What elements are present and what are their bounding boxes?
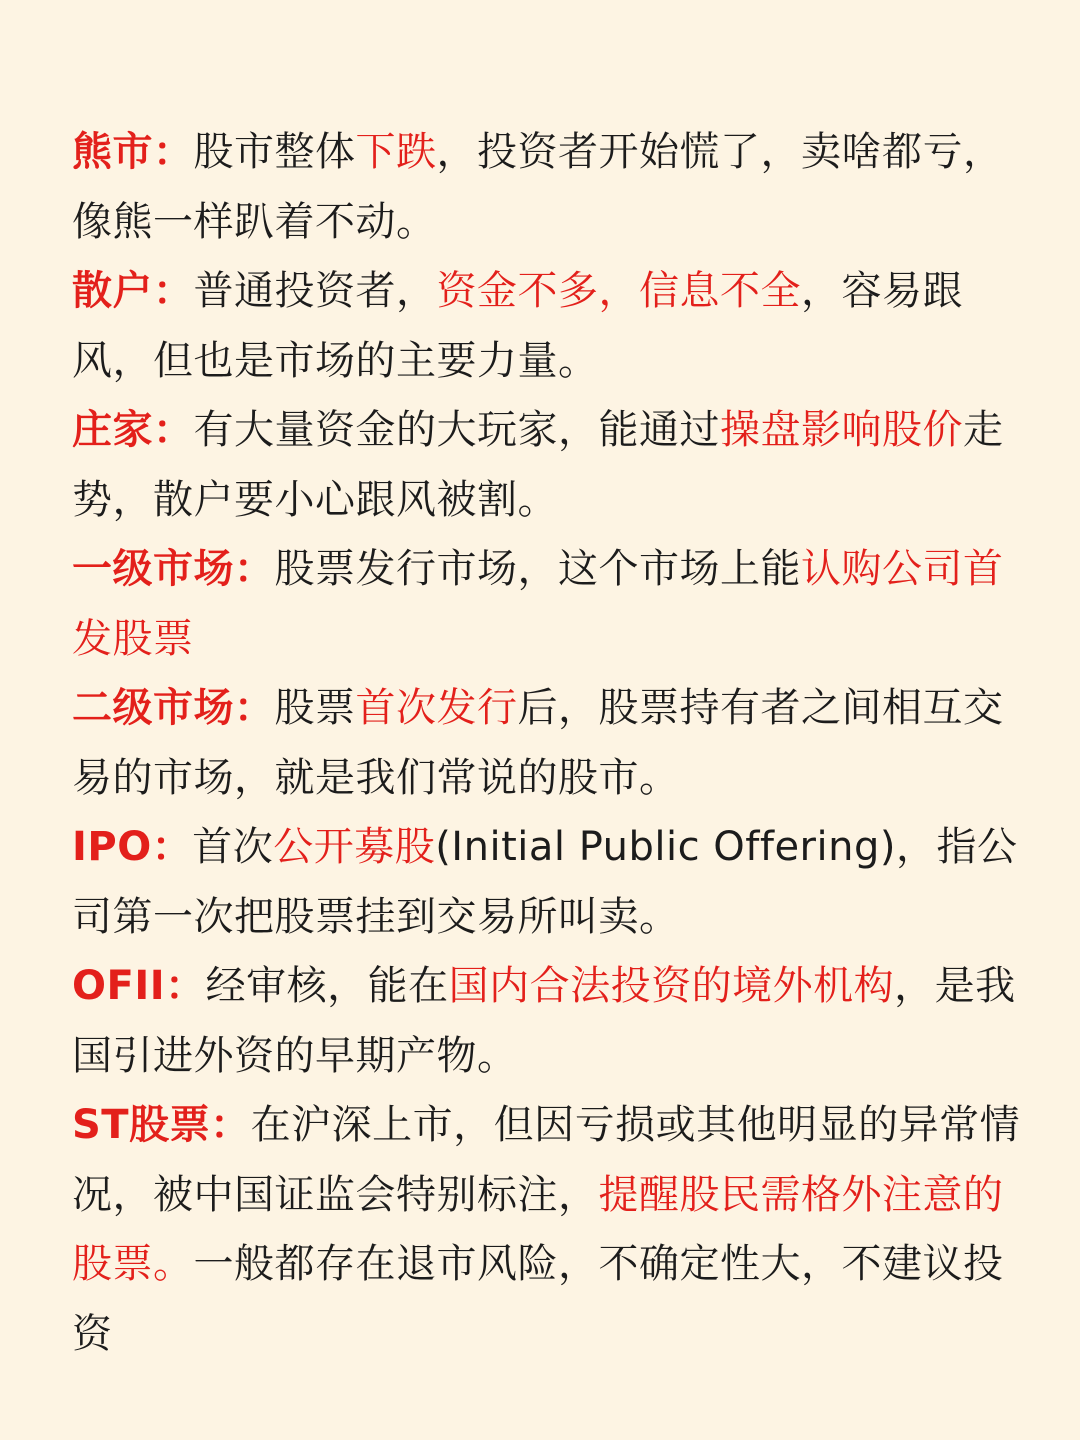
entry-ipo xyxy=(72,813,1022,952)
entry-text: ，是我国引进外资的早期产物。 xyxy=(72,963,1016,1079)
highlight-text: 提醒股民需格外注意的股票。 xyxy=(72,1171,1004,1287)
highlight-text: 首次发行 xyxy=(355,685,518,731)
term-label: 庄家： xyxy=(72,407,194,453)
entry-text: 后，股票持有者之间相互交易的市场，就是我们常说的股市。 xyxy=(72,685,1004,801)
entry-text: 股票 xyxy=(274,685,356,731)
term-label: 熊市： xyxy=(72,129,194,175)
entry-ofii xyxy=(72,952,1022,1091)
term-label: 散户： xyxy=(72,268,194,314)
entry-secondary-market xyxy=(72,674,1022,813)
entry-st-stock xyxy=(72,1091,1022,1369)
highlight-text: 下跌 xyxy=(355,129,437,175)
term-label: 二级市场： xyxy=(72,685,275,731)
term-label: 一级市场： xyxy=(72,546,275,592)
highlight-text: 资金不多，信息不全 xyxy=(436,268,801,314)
term-label: IPO： xyxy=(72,824,193,870)
entry-text: 首次 xyxy=(192,824,274,870)
entry-text: ，投资者开始慌了，卖啥都亏，像熊一样趴着不动。 xyxy=(72,129,1004,245)
entry-text: 经审核，能在 xyxy=(205,963,449,1009)
entry-text: 有大量资金的大玩家，能通过 xyxy=(193,407,720,453)
highlight-text: 国内合法投资的境外机构 xyxy=(448,963,895,1009)
entry-primary-market xyxy=(72,535,1022,674)
entry-text: 股票发行市场，这个市场上能 xyxy=(274,546,801,592)
entry-text: ，容易跟风，但也是市场的主要力量。 xyxy=(72,268,963,384)
entry-text: 普通投资者， xyxy=(193,268,437,314)
entry-text: 走势，散户要小心跟风被割。 xyxy=(72,407,1004,523)
entry-text: (Initial Public Offering)，指公司第一次把股票挂到交易所叫卖。 xyxy=(72,824,1018,940)
highlight-text: 操盘影响股价 xyxy=(720,407,963,453)
glossary-content xyxy=(72,118,1022,1369)
highlight-text: 公开募股 xyxy=(273,824,436,870)
entry-text: 股市整体 xyxy=(193,129,356,175)
term-label: ST股票： xyxy=(72,1102,251,1148)
entry-market-maker xyxy=(72,396,1022,535)
highlight-text: 认购公司首发股票 xyxy=(72,546,1004,662)
entry-text: 在沪深上市，但因亏损或其他明显的异常情况，被中国证监会特别标注， xyxy=(72,1102,1021,1218)
term-label: OFII： xyxy=(72,963,206,1009)
entry-retail-investor xyxy=(72,257,1022,396)
entry-bear-market xyxy=(72,118,1022,257)
entry-text: 一般都存在退市风险，不确定性大，不建议投资 xyxy=(72,1241,1004,1357)
